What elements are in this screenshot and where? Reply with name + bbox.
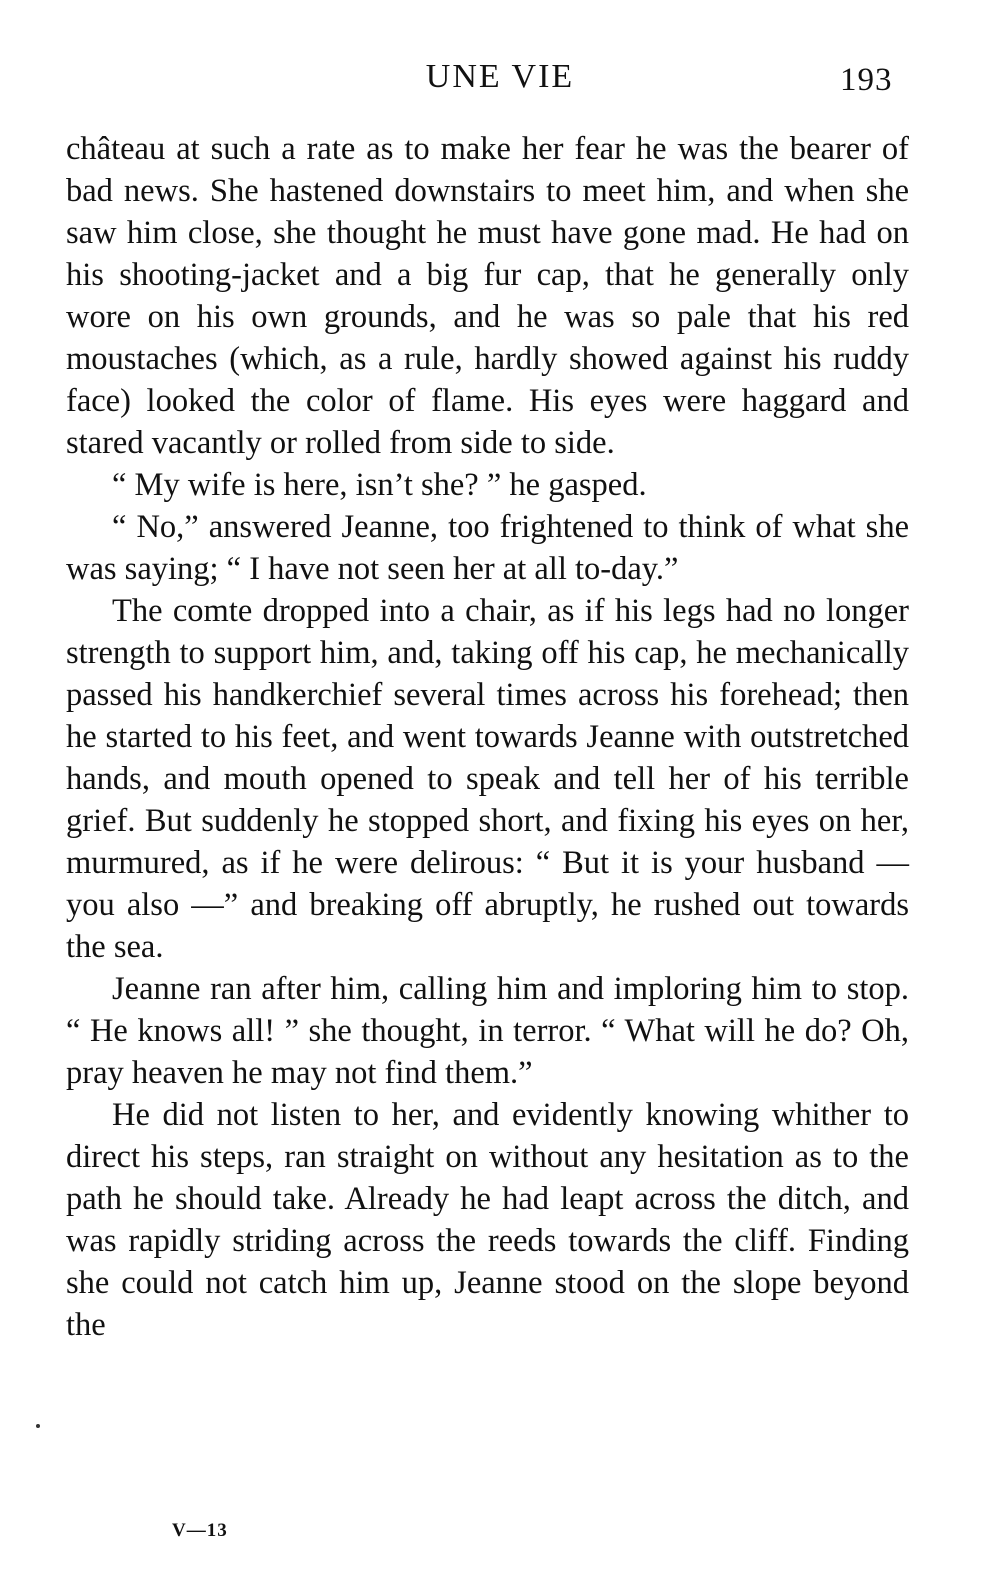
paragraph: Jeanne ran after him, calling him and imploring him to stop. “ He knows all! ” she thought, in terror. “ What will he do? Oh, pray heaven he may not find them.” — [66, 971, 909, 1091]
paragraph: He did not listen to her, and evidently knowing whither to direct his steps, ran straight on without any hesitation as to the path he should take. Already he had leapt across the ditch, and was rapidly striding across the reeds towards the cliff. Finding she could not catch him up, Jeanne stood on the slope beyond the — [66, 1097, 909, 1343]
paragraph: château at such a rate as to make her fear he was the bearer of bad news. She hastened downstairs to meet him, and when she saw him close, she thought he must have gone mad. He had on his shooting-jacket and a big fur cap, that he generally only wore on his own grounds, and he was so pale that his red moustaches (which, as a rule, hardly showed against his ruddy face) looked the color of flame. His eyes were haggard and stared vacantly or rolled from side to side. — [66, 131, 909, 461]
running-title: UNE VIE — [425, 58, 575, 95]
paragraph: “ My wife is here, isn’t she? ” he gasped. — [112, 467, 647, 503]
page-number: 193 — [840, 62, 893, 98]
margin-mark — [36, 1424, 40, 1428]
signature-mark: V—13 — [172, 1520, 228, 1541]
paragraph: The comte dropped into a chair, as if his legs had no longer strength to support him, and, taking off his cap, he mechanically passed his handkerchief several times across his forehead; then he started to his feet, and went towards Jeanne with outstretched hands, and mouth opened to speak and tell her of his terrible grief. But suddenly he stopped short, and fixing his eyes on her, murmured, as if he were delirous: “ But it is your husband — you also —” and breaking off abruptly, he rushed out towards the sea. — [66, 593, 909, 965]
paragraph: “ No,” answered Jeanne, too frightened to think of what she was saying; “ I have not seen her at all to-day.” — [66, 509, 909, 587]
body-text — [66, 128, 909, 1346]
